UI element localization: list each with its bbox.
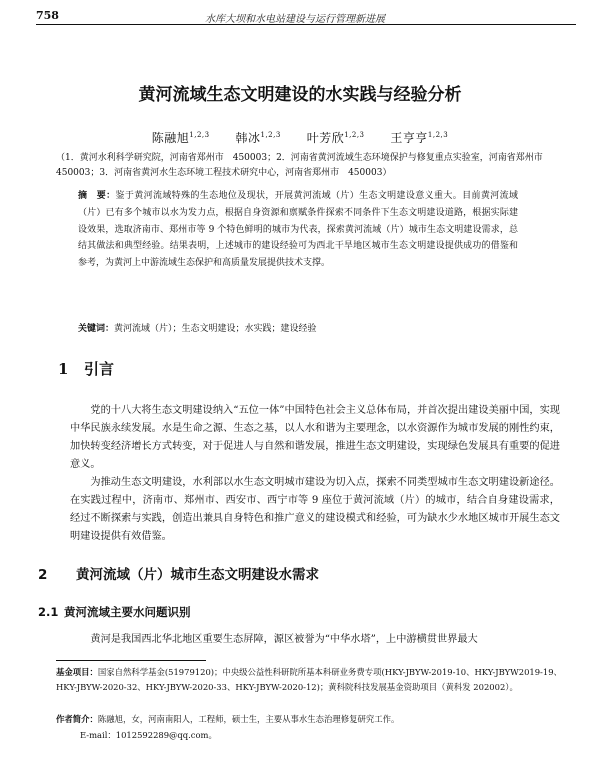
section-heading	[58, 358, 114, 379]
abstract-label: 摘 要：	[78, 191, 116, 201]
author-affil-marker: 1,2,3	[189, 131, 210, 139]
author-affil-marker: 1,2,3	[344, 131, 365, 139]
funding-note	[56, 665, 578, 695]
journal-title: 水库大坝和水电站建设与运行管理新进展	[205, 14, 385, 25]
author-list	[0, 129, 600, 146]
section-number: 1	[58, 360, 69, 378]
section-title: 黄河流域（片）城市生态文明建设水需求	[76, 567, 319, 583]
author-name: 陈融旭	[151, 131, 190, 145]
author-name: 王亨亨	[390, 131, 428, 145]
funding-text: 国家自然科学基金(51979120)；中央级公益性科研院所基本科研业务费专项(HKY-JBYW-2019-10、HKY-JBYW2019-19、HKY-JBYW-2020-32、HKY-JBYW-2020-33、HKY-JBYW-2020-12)；黄科院科技发展基金资助项目（黄科发 202002）。	[56, 667, 562, 692]
funding-label: 基金项目：	[56, 667, 98, 677]
subsection-heading	[38, 604, 191, 620]
section-number: 2	[38, 567, 48, 583]
section-title: 引言	[84, 360, 115, 378]
subsection-number: 2.1	[38, 605, 59, 619]
author-bio-label: 作者简介：	[56, 714, 98, 724]
author-name: 叶芳欣	[306, 131, 345, 145]
author-affil-marker: 1,2,3	[260, 131, 281, 139]
abstract-text: 鉴于黄河流域特殊的生态地位及现状，开展黄河流域（片）生态文明建设意义重大。目前黄河流域（片）已有多个城市以水为发力点，根据自身资源和禀赋条件探索不同条件下生态文明建设道路，根据实际建设效果，选取济南市、郑州市等 9 个特色鲜明的城市为代表，探索黄河流域（片）城市生态文明建设需求，总结其做法和典型经验。结果表明，上述城市的建设经验可为西北干旱地区城市生态文明建设提供成功的借鉴和参考，为黄河上中游流域生态保护和高质量发展提供技术支撑。	[78, 191, 518, 269]
footnote-rule	[56, 660, 206, 661]
subsection-title: 黄河流域主要水问题识别	[64, 605, 191, 619]
paper-title: 黄河流域生态文明建设的水实践与经验分析	[138, 85, 462, 105]
author-bio	[56, 712, 578, 727]
keywords-label: 关键词：	[78, 324, 115, 334]
body-paragraph: 黄河是我国西北华北地区重要生态屏障，源区被誉为“中华水塔”，上中游横贯世界最大	[90, 634, 478, 645]
header-rule	[36, 24, 576, 25]
body-paragraph: 为推动生态文明建设，水利部以水生态文明城市建设为切入点，探索不同类型城市生态文明建设新途径。在实践过程中，济南市、郑州市、西安市、西宁市等 9 座位于黄河流域（片）的城市，结合自身建设需求，经过不断探索与实践，创造出兼具自身特色和推广意义的建设模式和经验，可为缺水少水地区城市开展生态文明建设提供有效借鉴。	[70, 477, 560, 542]
author-email: E-mail：1012592289@qq.com。	[80, 730, 217, 740]
body-paragraph: 党的十八大将生态文明建设纳入“五位一体”中国特色社会主义总体布局，并首次提出建设美丽中国，实现中华民族永续发展。水是生命之源、生态之基，以人水和谐为主要理念，以水资源作为城市发展的刚性约束，加快转变经济增长方式转变，对于促进人与自然和谐发展，推进生态文明建设，实现绿色发展具有重要的促进意义。	[70, 405, 560, 470]
author-affil-marker: 1,2,3	[427, 131, 449, 139]
author-name: 韩冰	[235, 131, 261, 145]
keywords-text: 黄河流域（片）；生态文明建设；水实践；建设经验	[114, 324, 317, 334]
page-number: 758	[36, 9, 59, 22]
affiliations: （1．黄河水利科学研究院，河南省郑州市 450003；2．河南省黄河流域生态环境保护与修复重点实验室，河南省郑州市 450003；3．河南省黄河水生态环境工程技术研究中心，河南省郑州市 450003）	[56, 153, 552, 178]
keywords	[78, 321, 518, 334]
section-heading	[38, 563, 319, 583]
abstract	[78, 188, 518, 272]
author-bio-text: 陈融旭，女，河南南阳人，工程师，硕士生，主要从事水生态治理修复研究工作。	[97, 714, 400, 724]
